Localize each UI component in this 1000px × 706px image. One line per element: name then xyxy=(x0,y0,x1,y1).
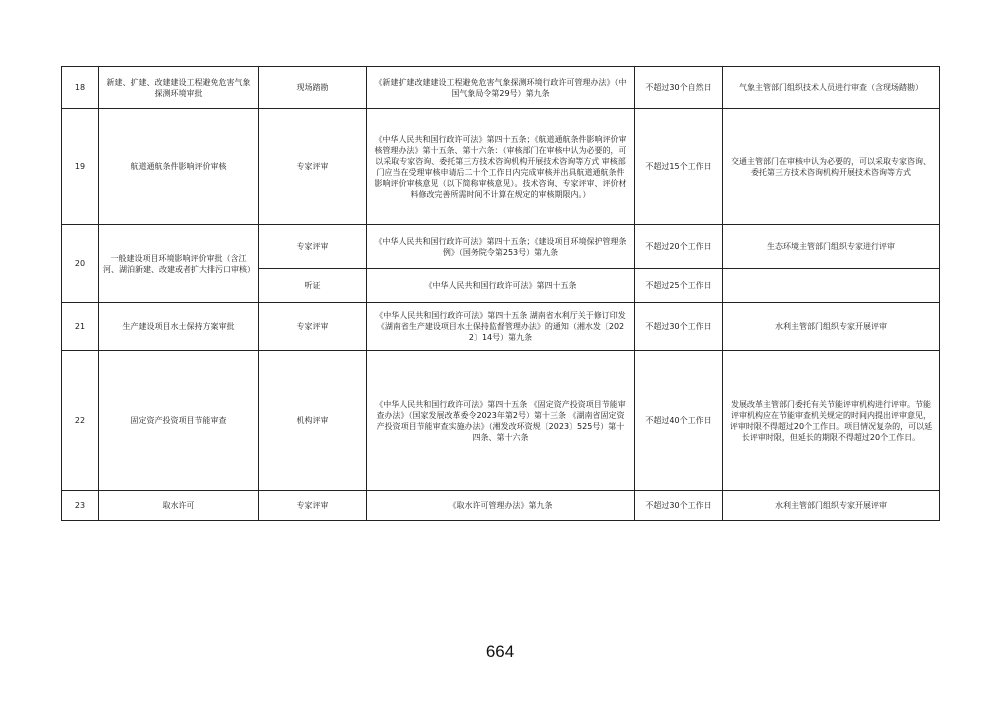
row-number: 22 xyxy=(62,351,99,491)
row-number: 18 xyxy=(62,67,99,109)
review-method: 专家评审 xyxy=(259,491,367,521)
review-method: 专家评审 xyxy=(259,303,367,351)
item-name: 固定资产投资项目节能审查 xyxy=(99,351,259,491)
table-row xyxy=(62,303,940,351)
remark: 水利主管部门组织专家开展评审 xyxy=(723,491,940,521)
item-name: 航道通航条件影响评价审核 xyxy=(99,109,259,225)
legal-basis: 《取水许可管理办法》第九条 xyxy=(367,491,635,521)
review-method: 听证 xyxy=(259,269,367,303)
time-limit: 不超过15个工作日 xyxy=(635,109,723,225)
table-row xyxy=(62,491,940,521)
remark: 交通主管部门在审核中认为必要的，可以采取专家咨询、委托第三方技术咨询机构开展技术咨询等方式 xyxy=(723,109,940,225)
table-row xyxy=(62,351,940,491)
time-limit: 不超过30个工作日 xyxy=(635,491,723,521)
page-number: 664 xyxy=(485,642,515,661)
time-limit: 不超过30个自然日 xyxy=(635,67,723,109)
time-limit: 不超过30个工作日 xyxy=(635,303,723,351)
review-method: 专家评审 xyxy=(259,225,367,269)
row-number: 19 xyxy=(62,109,99,225)
table-row xyxy=(62,109,940,225)
legal-basis: 《中华人民共和国行政许可法》第四十五条 《固定资产投资项目节能审查办法》（国家发展改革委令2023年第2号）第十三条 《湖南省固定资产投资项目节能审查实施办法》（湘发改环资规〔2023〕525号）第十四条、第十六条 xyxy=(367,351,635,491)
remark: 发展改革主管部门委托有关节能评审机构进行评审。节能评审机构应在节能审查机关规定的时间内提出评审意见，评审时限不得超过20个工作日。项目情况复杂的，可以延长评审时限，但延长的期限不得超过20个工作日。 xyxy=(723,351,940,491)
item-name: 一般建设项目环境影响评价审批（含江河、湖泊新建、改建或者扩大排污口审核） xyxy=(99,225,259,303)
legal-basis: 《中华人民共和国行政许可法》第四十五条；《航道通航条件影响评价审核管理办法》第十五条、第十六条：（审核部门在审核中认为必要的，可以采取专家咨询、委托第三方技术咨询机构开展技术咨询等方式 审核部门应当在受理审核申请后二十个工作日内完成审核并出具航道通航条件影响评价审核意见（以下简称审核意见）。技术咨询、专家评审、评价材料修改完善所需时间不计算在规定的审核期限内。） xyxy=(367,109,635,225)
row-number: 23 xyxy=(62,491,99,521)
table-row xyxy=(62,225,940,269)
row-number: 20 xyxy=(62,225,99,303)
review-method: 现场踏勘 xyxy=(259,67,367,109)
legal-basis: 《中华人民共和国行政许可法》第四十五条；《建设项目环境保护管理条例》（国务院令第253号）第九条 xyxy=(367,225,635,269)
legal-basis: 《中华人民共和国行政许可法》第四十五条 xyxy=(367,269,635,303)
time-limit: 不超过20个工作日 xyxy=(635,225,723,269)
item-name: 生产建设项目水土保持方案审批 xyxy=(99,303,259,351)
item-name: 新建、扩建、改建建设工程避免危害气象探测环境审批 xyxy=(99,67,259,109)
remark: 气象主管部门组织技术人员进行审查（含现场踏勘） xyxy=(723,67,940,109)
table-row xyxy=(62,67,940,109)
item-name: 取水许可 xyxy=(99,491,259,521)
row-number: 21 xyxy=(62,303,99,351)
remark: 生态环境主管部门组织专家进行评审 xyxy=(723,225,940,269)
remark xyxy=(723,269,940,303)
remark: 水利主管部门组织专家开展评审 xyxy=(723,303,940,351)
review-method: 专家评审 xyxy=(259,109,367,225)
review-method: 机构评审 xyxy=(259,351,367,491)
time-limit: 不超过40个工作日 xyxy=(635,351,723,491)
time-limit: 不超过25个工作日 xyxy=(635,269,723,303)
legal-basis: 《中华人民共和国行政许可法》第四十五条 湖南省水利厅关于修订印发《湖南省生产建设项目水土保持监督管理办法》的通知（湘水发〔2022〕14号）第九条 xyxy=(367,303,635,351)
legal-basis: 《新建扩建改建建设工程避免危害气象探测环境行政许可管理办法》（中国气象局令第29号）第九条 xyxy=(367,67,635,109)
approval-table xyxy=(61,66,940,521)
